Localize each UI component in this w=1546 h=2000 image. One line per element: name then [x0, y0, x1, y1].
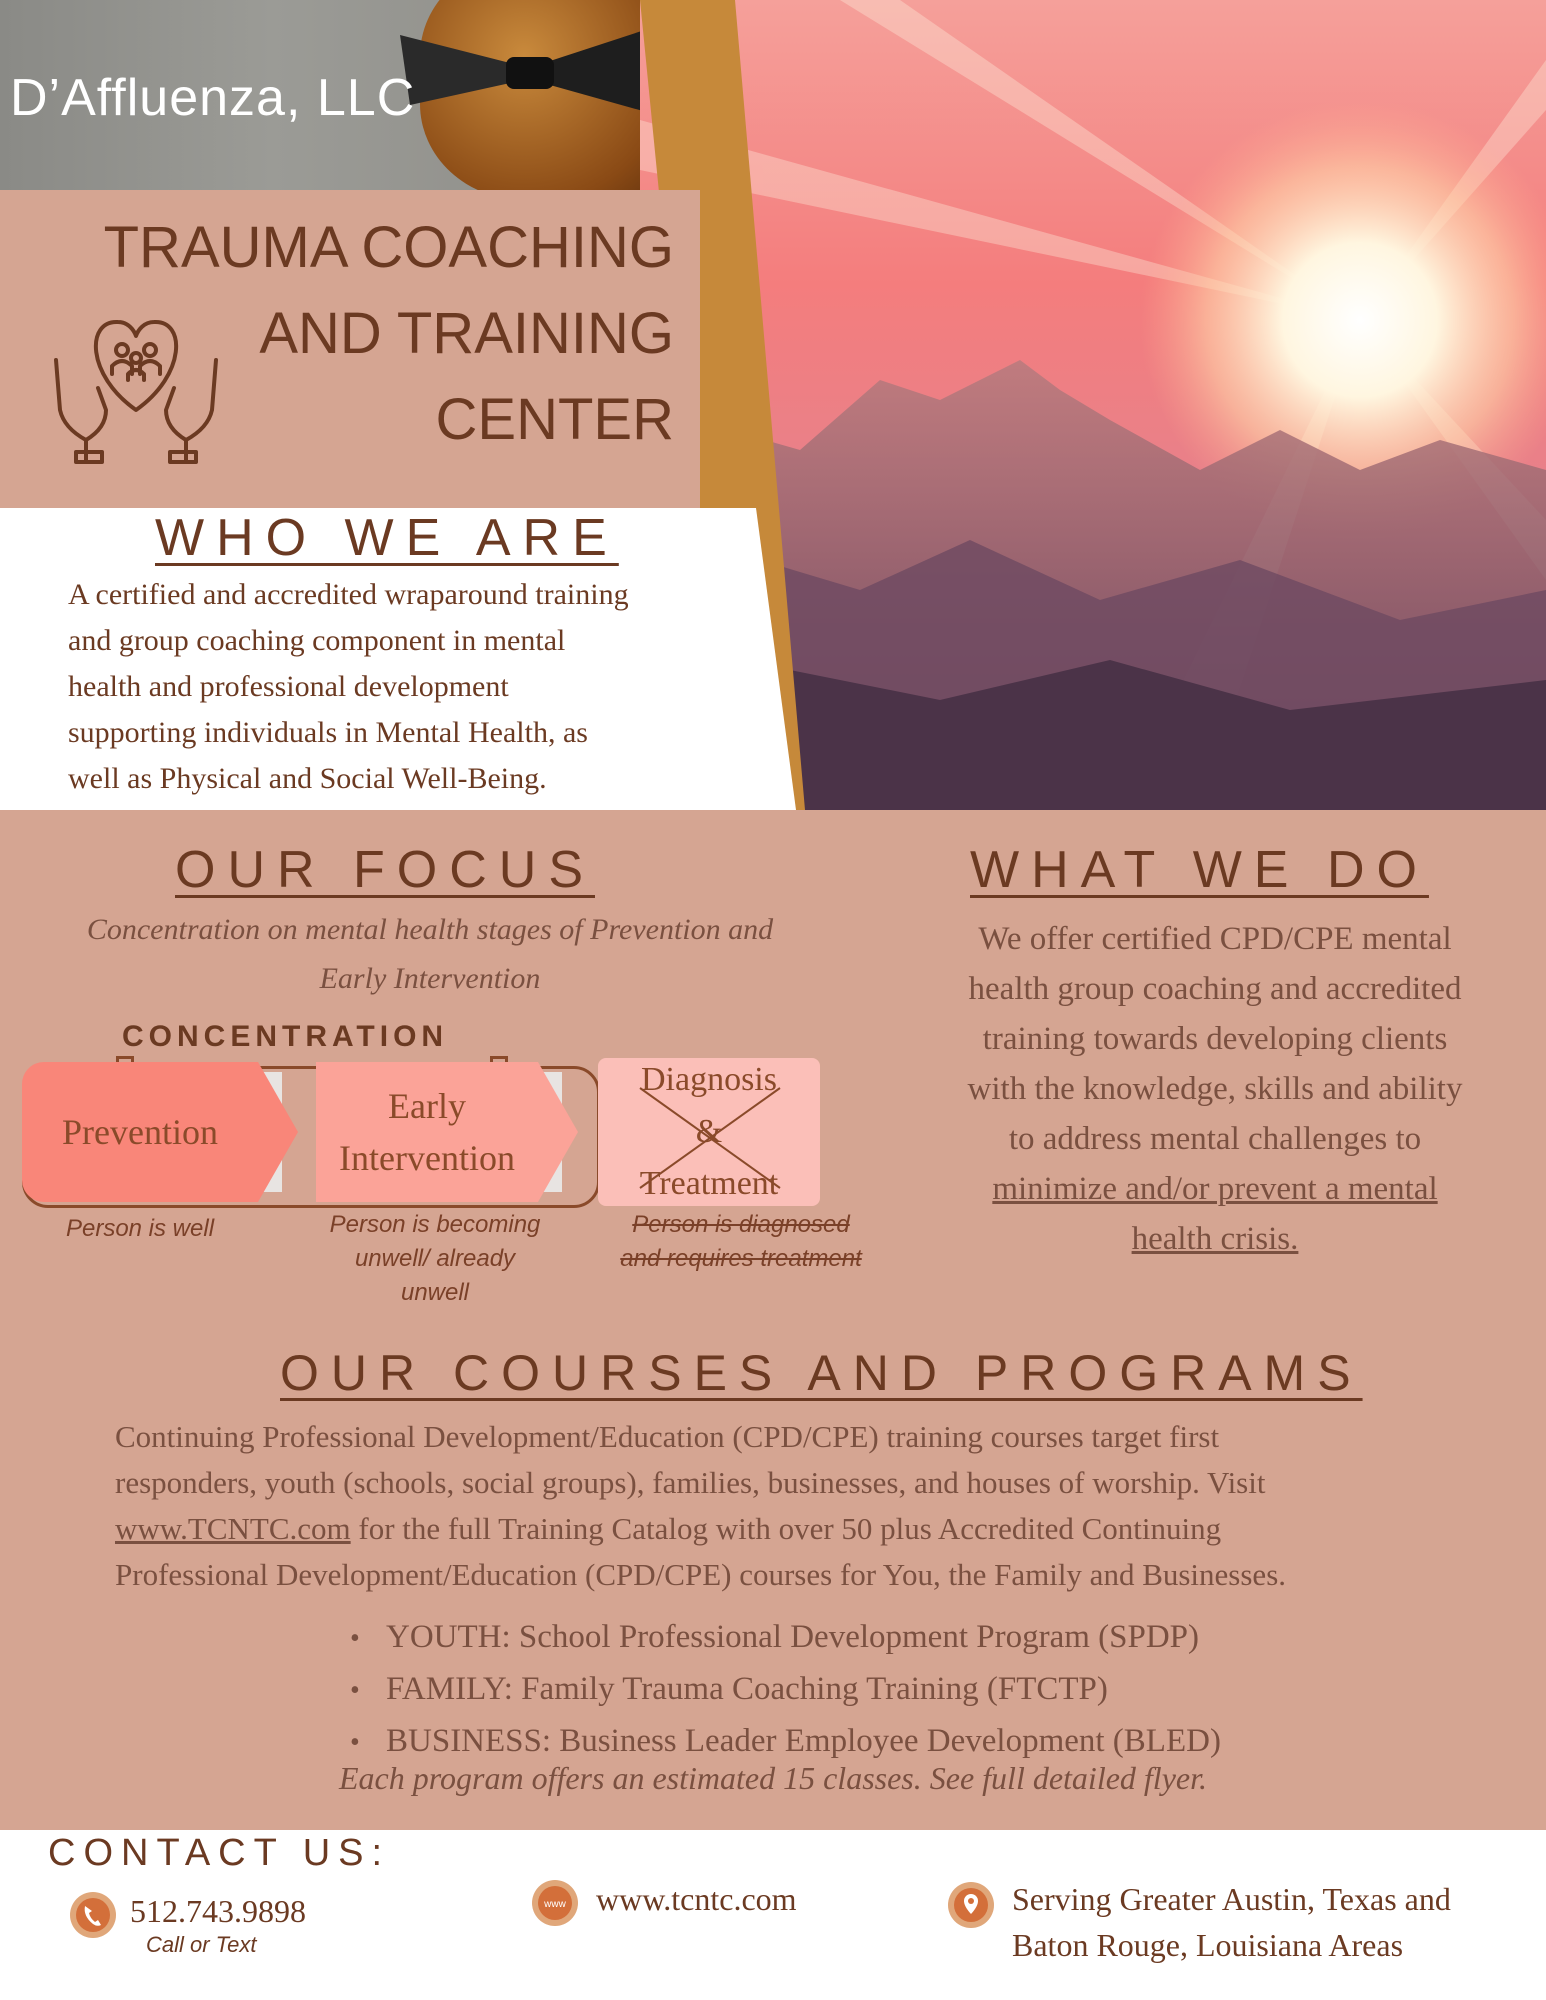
what-emphasis-line: health crisis. — [1131, 1221, 1299, 1257]
chevron-right-icon — [538, 1062, 578, 1202]
contact-heading: CONTACT US: — [48, 1832, 391, 1874]
courses-line — [115, 1506, 1475, 1552]
program-item — [350, 1664, 1221, 1716]
what-line: training towards developing clients — [982, 1021, 1448, 1057]
courses-heading: OUR COURSES AND PROGRAMS — [280, 1345, 1363, 1401]
courses-line: responders, youth (schools, social groups), families, businesses, and houses of worship. Visit — [115, 1465, 1266, 1500]
web-icon — [530, 1878, 580, 1928]
who-line: A certified and accredited wraparound training — [68, 578, 629, 611]
title-line-1: TRAUMA COACHING — [103, 215, 674, 280]
phone-number[interactable]: 512.743.9898 — [130, 1893, 306, 1929]
who-description — [68, 572, 758, 802]
program-label: BUSINESS: Business Leader Employee Development (BLED) — [386, 1723, 1221, 1759]
program-label: FAMILY: Family Trauma Coaching Training (FTCTP) — [386, 1671, 1108, 1707]
brand-name: D’Affluenza, LLC — [10, 69, 416, 127]
heart-hands-icon — [46, 300, 226, 470]
what-emphasis-line: minimize and/or prevent a mental — [992, 1171, 1438, 1207]
service-area-line: Baton Rouge, Louisiana Areas — [1012, 1927, 1404, 1963]
caption-line: Person is becoming — [329, 1211, 541, 1238]
program-item — [350, 1612, 1221, 1664]
stage-early-intervention — [316, 1062, 538, 1202]
cross-out-icon — [620, 1078, 800, 1198]
stage-caption-prevention: Person is well — [65, 1215, 215, 1242]
program-label: YOUTH: School Professional Development Program (SPDP) — [386, 1619, 1200, 1655]
focus-heading: OUR FOCUS — [175, 841, 595, 899]
phone-icon — [68, 1890, 118, 1940]
caption-line: Person is diagnosed — [632, 1211, 850, 1238]
who-line: well as Physical and Social Well-Being. — [68, 762, 547, 795]
bowtie-image — [400, 25, 660, 115]
title-line-2: AND TRAINING — [259, 301, 674, 366]
stage-caption-diagnosis — [586, 1208, 896, 1276]
courses-description — [115, 1414, 1475, 1598]
website-link[interactable]: www.tcntc.com — [596, 1881, 797, 1917]
stage-label: & — [695, 1113, 723, 1150]
stage-label: Early — [388, 1086, 466, 1126]
chevron-right-icon — [258, 1062, 298, 1202]
web-icon-text: www — [544, 1899, 566, 1910]
focus-subtitle-line: Concentration on mental health stages of Prevention and — [86, 913, 774, 946]
focus-subtitle — [20, 905, 840, 1003]
stage-label: Diagnosis — [640, 1061, 777, 1098]
courses-line: Professional Development/Education (CPD/CPE) courses for You, the Family and Businesses. — [115, 1557, 1287, 1592]
focus-subtitle-line: Early Intervention — [319, 962, 541, 995]
courses-line-rest: for the full Training Catalog with over 50 plus Accredited Continuing — [350, 1511, 1222, 1546]
what-heading: WHAT WE DO — [970, 841, 1429, 899]
concentration-label: CONCENTRATION — [122, 1020, 449, 1053]
stage-caption-early — [290, 1208, 580, 1310]
stage-label: Prevention — [62, 1112, 218, 1152]
who-heading: WHO WE ARE — [155, 509, 619, 567]
service-area-line: Serving Greater Austin, Texas and — [1012, 1881, 1451, 1917]
what-line: with the knowledge, skills and ability — [967, 1071, 1463, 1107]
caption-line: unwell — [400, 1279, 470, 1306]
stage-label: Treatment — [639, 1165, 779, 1202]
programs-note: Each program offers an estimated 15 classes. See full detailed flyer. — [338, 1760, 1207, 1796]
who-line: and group coaching component in mental — [68, 624, 566, 657]
caption-line: unwell/ already — [354, 1245, 516, 1272]
location-pin-icon — [946, 1880, 996, 1930]
catalog-link[interactable]: www.TCNTC.com — [115, 1511, 351, 1546]
what-line: health group coaching and accredited — [968, 971, 1462, 1007]
stage-label: Intervention — [339, 1138, 515, 1178]
who-line: supporting individuals in Mental Health, as — [68, 716, 588, 749]
phone-note: Call or Text — [146, 1932, 257, 1957]
what-line: to address mental challenges to — [1008, 1121, 1422, 1157]
service-area — [1012, 1876, 1451, 1968]
what-line: We offer certified CPD/CPE mental — [978, 921, 1452, 957]
who-line: health and professional development — [68, 670, 509, 703]
programs-list — [350, 1612, 1221, 1768]
courses-line: Continuing Professional Development/Education (CPD/CPE) training courses target first — [115, 1419, 1220, 1454]
what-description — [925, 914, 1505, 1264]
caption-line: and requires treatment — [620, 1245, 862, 1272]
stage-prevention — [22, 1062, 258, 1202]
title-line-3: CENTER — [435, 387, 674, 452]
